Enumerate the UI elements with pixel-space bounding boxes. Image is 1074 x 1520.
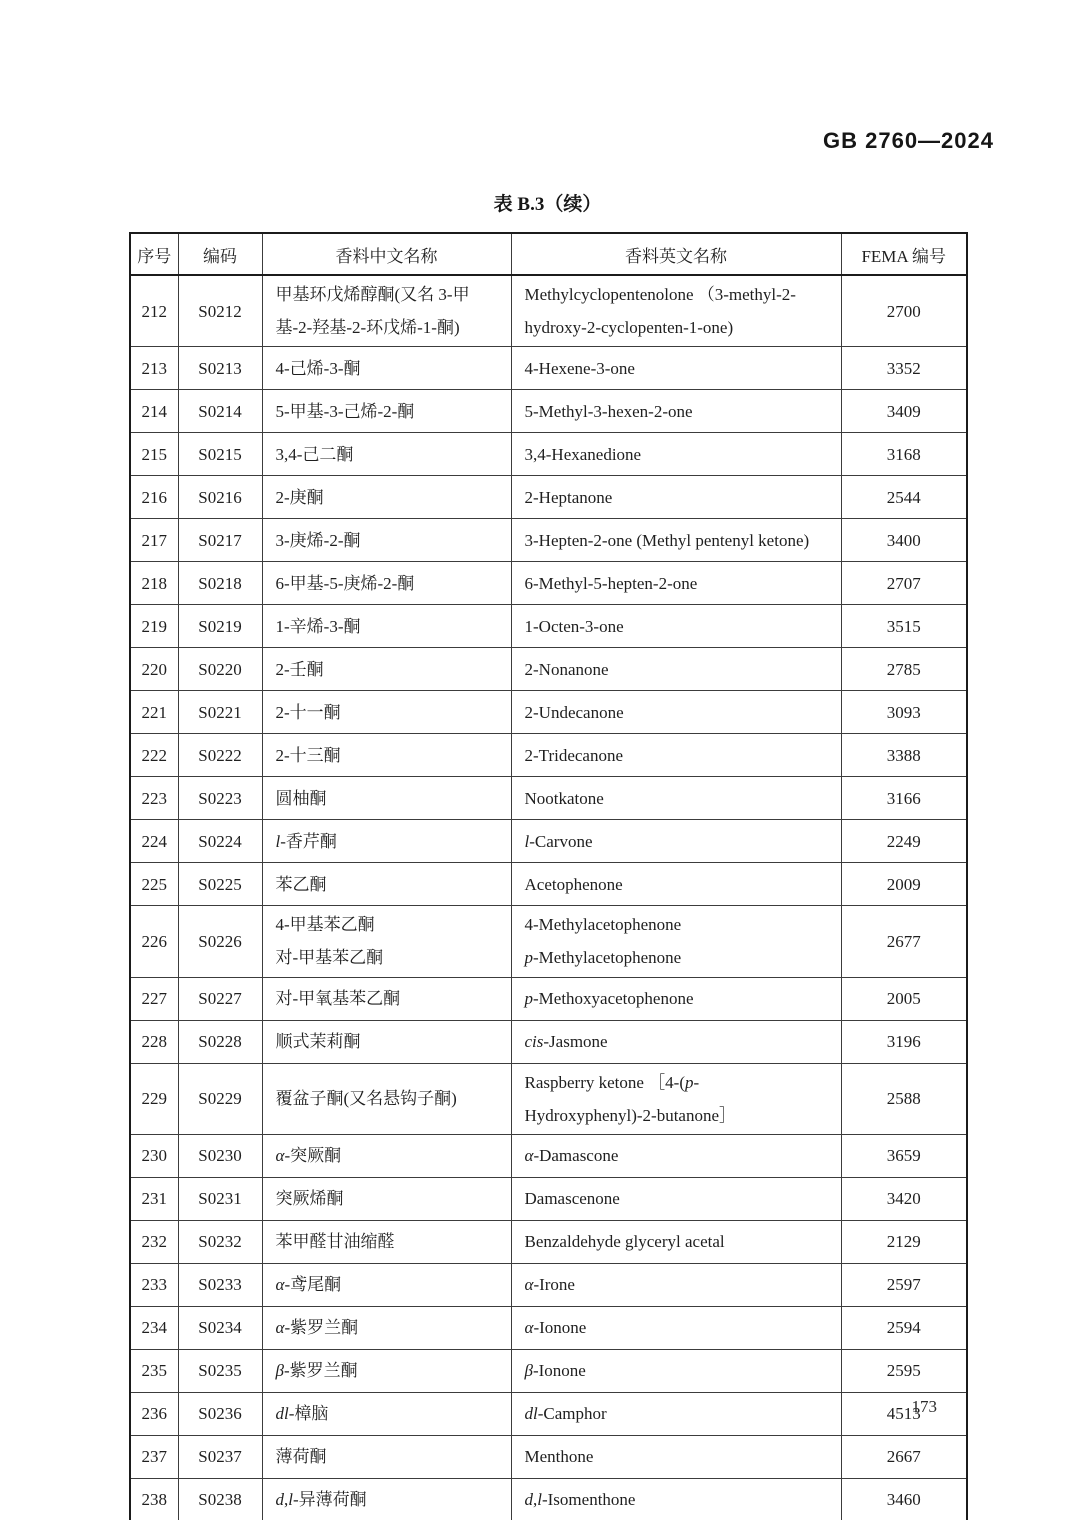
fema-cell: 3196 — [841, 1020, 967, 1063]
fema-cell: 2129 — [841, 1220, 967, 1263]
en-name-cell: 5-Methyl-3-hexen-2-one — [511, 390, 841, 433]
code-cell: S0237 — [178, 1435, 262, 1478]
code-cell: S0231 — [178, 1177, 262, 1220]
fema-cell: 2588 — [841, 1063, 967, 1134]
en-name-cell: cis-Jasmone — [511, 1020, 841, 1063]
table-row — [130, 1263, 967, 1306]
en-name-cell: 3,4-Hexanedione — [511, 433, 841, 476]
fema-cell: 2594 — [841, 1306, 967, 1349]
code-cell: S0234 — [178, 1306, 262, 1349]
fema-cell: 3409 — [841, 390, 967, 433]
code-cell: S0216 — [178, 476, 262, 519]
fema-cell: 2009 — [841, 863, 967, 906]
cn-name-cell: 5-甲基-3-己烯-2-酮 — [262, 390, 511, 433]
serial-cell: 234 — [130, 1306, 178, 1349]
cn-name-cell: 薄荷酮 — [262, 1435, 511, 1478]
en-name-cell: Methylcyclopentenolone （3-methyl-2-hydroxy-2-cyclopenten-1-one) — [511, 275, 841, 347]
table-row — [130, 691, 967, 734]
fema-cell: 3460 — [841, 1478, 967, 1520]
table-row — [130, 863, 967, 906]
en-name-cell: 2-Undecanone — [511, 691, 841, 734]
cn-name-cell: 3-庚烯-2-酮 — [262, 519, 511, 562]
header-fema: FEMA 编号 — [841, 233, 967, 275]
cn-name-cell: 覆盆子酮(又名悬钩子酮) — [262, 1063, 511, 1134]
standard-code: GB 2760—2024 — [823, 128, 994, 153]
en-name-cell: Damascenone — [511, 1177, 841, 1220]
cn-name-cell: d,l-异薄荷酮 — [262, 1478, 511, 1520]
header-cn-name: 香料中文名称 — [262, 233, 511, 275]
en-name-cell: α-Damascone — [511, 1134, 841, 1177]
serial-cell: 226 — [130, 906, 178, 977]
table-header — [130, 233, 967, 275]
en-name-cell: 2-Heptanone — [511, 476, 841, 519]
code-cell: S0214 — [178, 390, 262, 433]
table-body — [130, 275, 967, 1520]
fema-cell: 3168 — [841, 433, 967, 476]
en-name-cell: l-Carvone — [511, 820, 841, 863]
cn-name-cell: 苯甲醛甘油缩醛 — [262, 1220, 511, 1263]
cn-name-cell: β-紫罗兰酮 — [262, 1349, 511, 1392]
code-cell: S0235 — [178, 1349, 262, 1392]
en-name-cell: Nootkatone — [511, 777, 841, 820]
fema-cell: 2544 — [841, 476, 967, 519]
code-cell: S0229 — [178, 1063, 262, 1134]
flavor-table — [129, 232, 968, 1520]
code-cell: S0227 — [178, 977, 262, 1020]
fema-cell: 3388 — [841, 734, 967, 777]
code-cell: S0232 — [178, 1220, 262, 1263]
header-code: 编码 — [178, 233, 262, 275]
serial-cell: 237 — [130, 1435, 178, 1478]
fema-cell: 4513 — [841, 1392, 967, 1435]
fema-cell: 2785 — [841, 648, 967, 691]
table-row — [130, 1306, 967, 1349]
code-cell: S0219 — [178, 605, 262, 648]
en-name-cell: d,l-Isomenthone — [511, 1478, 841, 1520]
cn-name-cell: 圆柚酮 — [262, 777, 511, 820]
code-cell: S0238 — [178, 1478, 262, 1520]
cn-name-cell: 4-己烯-3-酮 — [262, 347, 511, 390]
table-row — [130, 777, 967, 820]
fema-cell: 2700 — [841, 275, 967, 347]
en-name-cell: 2-Nonanone — [511, 648, 841, 691]
en-name-cell: 2-Tridecanone — [511, 734, 841, 777]
table-row — [130, 347, 967, 390]
cn-name-cell: l-香芹酮 — [262, 820, 511, 863]
cn-name-cell: 对-甲氧基苯乙酮 — [262, 977, 511, 1020]
code-cell: S0230 — [178, 1134, 262, 1177]
code-cell: S0218 — [178, 562, 262, 605]
fema-cell: 2597 — [841, 1263, 967, 1306]
cn-name-cell: dl-樟脑 — [262, 1392, 511, 1435]
table-row — [130, 605, 967, 648]
table-row — [130, 275, 967, 347]
table-row — [130, 1349, 967, 1392]
cn-name-cell: 1-辛烯-3-酮 — [262, 605, 511, 648]
serial-cell: 233 — [130, 1263, 178, 1306]
table-row — [130, 1435, 967, 1478]
serial-cell: 224 — [130, 820, 178, 863]
serial-cell: 212 — [130, 275, 178, 347]
cn-name-cell: 苯乙酮 — [262, 863, 511, 906]
fema-cell: 3352 — [841, 347, 967, 390]
serial-cell: 219 — [130, 605, 178, 648]
cn-name-cell: 2-十三酮 — [262, 734, 511, 777]
en-name-cell: 4-Hexene-3-one — [511, 347, 841, 390]
code-cell: S0217 — [178, 519, 262, 562]
fema-cell: 2249 — [841, 820, 967, 863]
cn-name-cell: 甲基环戊烯醇酮(又名 3-甲基-2-羟基-2-环戊烯-1-酮) — [262, 275, 511, 347]
en-name-cell: p-Methoxyacetophenone — [511, 977, 841, 1020]
fema-cell: 3400 — [841, 519, 967, 562]
fema-cell: 2595 — [841, 1349, 967, 1392]
code-cell: S0224 — [178, 820, 262, 863]
code-cell: S0222 — [178, 734, 262, 777]
code-cell: S0226 — [178, 906, 262, 977]
serial-cell: 232 — [130, 1220, 178, 1263]
table-row — [130, 1020, 967, 1063]
serial-cell: 236 — [130, 1392, 178, 1435]
serial-cell: 228 — [130, 1020, 178, 1063]
serial-cell: 238 — [130, 1478, 178, 1520]
header-row — [130, 233, 967, 275]
table-row — [130, 820, 967, 863]
table-row — [130, 1134, 967, 1177]
fema-cell: 3093 — [841, 691, 967, 734]
page-number: 173 — [911, 1397, 937, 1416]
serial-cell: 229 — [130, 1063, 178, 1134]
table-row — [130, 519, 967, 562]
serial-cell: 218 — [130, 562, 178, 605]
cn-name-cell: 2-庚酮 — [262, 476, 511, 519]
en-name-cell: dl-Camphor — [511, 1392, 841, 1435]
fema-cell: 2667 — [841, 1435, 967, 1478]
en-name-cell: Acetophenone — [511, 863, 841, 906]
header-serial: 序号 — [130, 233, 178, 275]
serial-cell: 223 — [130, 777, 178, 820]
code-cell: S0225 — [178, 863, 262, 906]
en-name-cell: α-Irone — [511, 1263, 841, 1306]
en-name-cell: α-Ionone — [511, 1306, 841, 1349]
serial-cell: 235 — [130, 1349, 178, 1392]
table-row — [130, 1177, 967, 1220]
cn-name-cell: 6-甲基-5-庚烯-2-酮 — [262, 562, 511, 605]
table-row — [130, 1392, 967, 1435]
en-name-cell: 4-Methylacetophenone p-Methylacetophenone — [511, 906, 841, 977]
fema-cell: 2005 — [841, 977, 967, 1020]
serial-cell: 221 — [130, 691, 178, 734]
cn-name-cell: 突厥烯酮 — [262, 1177, 511, 1220]
cn-name-cell: 2-壬酮 — [262, 648, 511, 691]
code-cell: S0215 — [178, 433, 262, 476]
fema-cell: 3515 — [841, 605, 967, 648]
code-cell: S0228 — [178, 1020, 262, 1063]
serial-cell: 230 — [130, 1134, 178, 1177]
code-cell: S0220 — [178, 648, 262, 691]
code-cell: S0213 — [178, 347, 262, 390]
header-en-name: 香料英文名称 — [511, 233, 841, 275]
en-name-cell: Raspberry ketone ［4-(p-Hydroxyphenyl)-2-butanone］ — [511, 1063, 841, 1134]
serial-cell: 216 — [130, 476, 178, 519]
serial-cell: 227 — [130, 977, 178, 1020]
en-name-cell: Menthone — [511, 1435, 841, 1478]
serial-cell: 213 — [130, 347, 178, 390]
cn-name-cell: α-突厥酮 — [262, 1134, 511, 1177]
serial-cell: 217 — [130, 519, 178, 562]
en-name-cell: 3-Hepten-2-one (Methyl pentenyl ketone) — [511, 519, 841, 562]
table-row — [130, 906, 967, 977]
code-cell: S0233 — [178, 1263, 262, 1306]
table-row — [130, 390, 967, 433]
serial-cell: 220 — [130, 648, 178, 691]
en-name-cell: β-Ionone — [511, 1349, 841, 1392]
table-row — [130, 1063, 967, 1134]
code-cell: S0223 — [178, 777, 262, 820]
code-cell: S0212 — [178, 275, 262, 347]
serial-cell: 225 — [130, 863, 178, 906]
cn-name-cell: α-紫罗兰酮 — [262, 1306, 511, 1349]
table-row — [130, 648, 967, 691]
en-name-cell: Benzaldehyde glyceryl acetal — [511, 1220, 841, 1263]
table-row — [130, 1220, 967, 1263]
serial-cell: 214 — [130, 390, 178, 433]
cn-name-cell: 2-十一酮 — [262, 691, 511, 734]
en-name-cell: 6-Methyl-5-hepten-2-one — [511, 562, 841, 605]
cn-name-cell: 顺式茉莉酮 — [262, 1020, 511, 1063]
cn-name-cell: α-鸢尾酮 — [262, 1263, 511, 1306]
table-row — [130, 977, 967, 1020]
fema-cell: 2707 — [841, 562, 967, 605]
table-row — [130, 1478, 967, 1520]
en-name-cell: 1-Octen-3-one — [511, 605, 841, 648]
serial-cell: 215 — [130, 433, 178, 476]
table-row — [130, 562, 967, 605]
serial-cell: 222 — [130, 734, 178, 777]
table-row — [130, 433, 967, 476]
table-title: 表 B.3（续） — [493, 194, 602, 215]
fema-cell: 3166 — [841, 777, 967, 820]
fema-cell: 3420 — [841, 1177, 967, 1220]
table-row — [130, 734, 967, 777]
code-cell: S0236 — [178, 1392, 262, 1435]
fema-cell: 3659 — [841, 1134, 967, 1177]
table-row — [130, 476, 967, 519]
cn-name-cell: 3,4-己二酮 — [262, 433, 511, 476]
fema-cell: 2677 — [841, 906, 967, 977]
cn-name-cell: 4-甲基苯乙酮 对-甲基苯乙酮 — [262, 906, 511, 977]
serial-cell: 231 — [130, 1177, 178, 1220]
code-cell: S0221 — [178, 691, 262, 734]
